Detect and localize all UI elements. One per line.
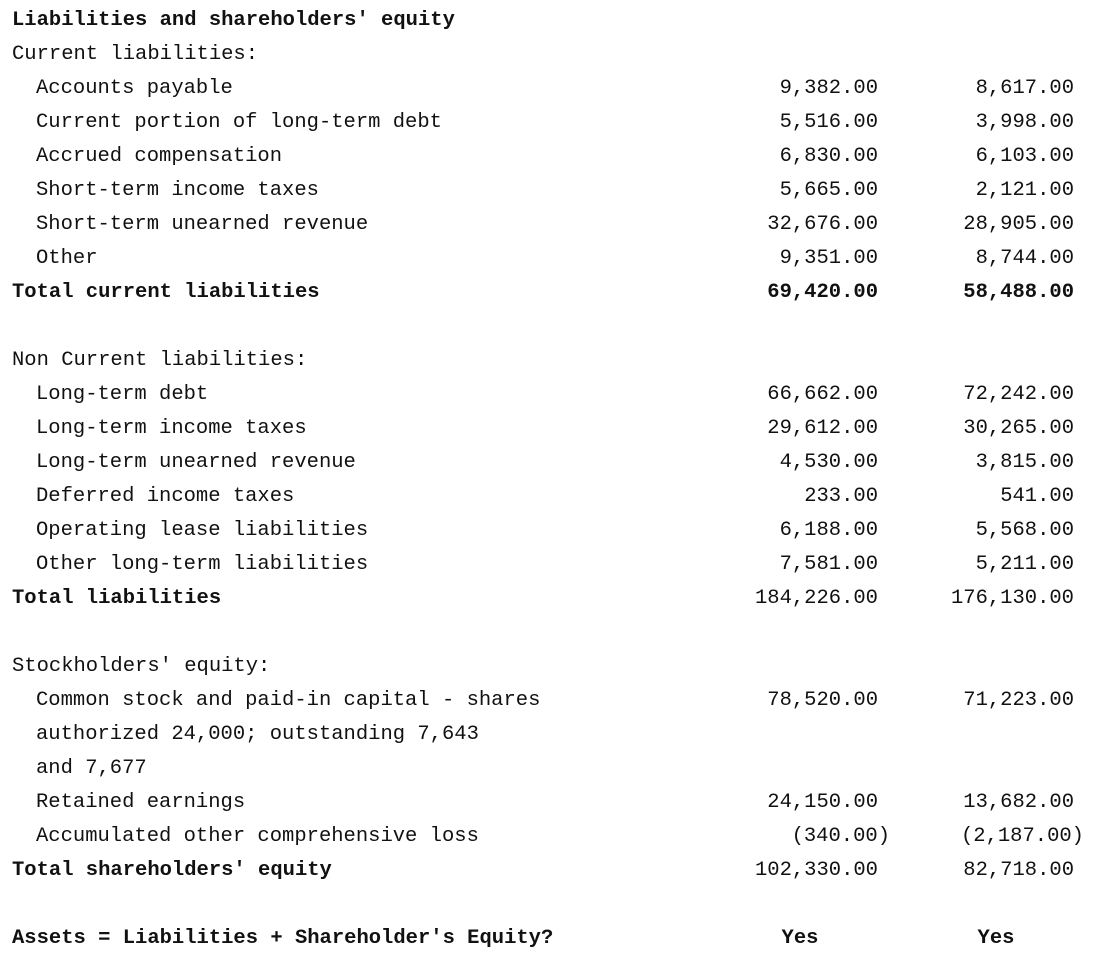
line-item-row: [12, 174, 1102, 208]
value-prior-year: 6,103.00: [975, 145, 1074, 168]
value-current-year: 29,612.00: [767, 417, 878, 440]
line-item-row: [12, 208, 1102, 242]
line-item-label: Other: [36, 247, 98, 270]
line-item-label: Long-term unearned revenue: [36, 451, 356, 474]
spacer-row: [12, 616, 1102, 650]
line-item-label: Current portion of long-term debt: [36, 111, 442, 134]
value-prior-year: 8,617.00: [975, 77, 1074, 100]
total-prior-year: 82,718.00: [963, 859, 1074, 882]
line-item-label: Long-term debt: [36, 383, 209, 406]
line-item-label: Common stock and paid-in capital - shares: [36, 689, 541, 712]
value-prior-year: 72,242.00: [963, 383, 1074, 406]
value-prior-year: 3,815.00: [975, 451, 1074, 474]
line-item-label-continued: authorized 24,000; outstanding 7,643: [36, 723, 479, 746]
line-item-label: Retained earnings: [36, 791, 246, 814]
line-item-label: Short-term income taxes: [36, 179, 319, 202]
total-current-year: 102,330.00: [754, 859, 878, 882]
equity-heading-row: [12, 650, 1102, 684]
balance-sheet-liabilities-equity: [12, 4, 1102, 956]
section-header-row: [12, 4, 1102, 38]
noncurrent-liabilities-heading: Non Current liabilities:: [12, 349, 308, 372]
value-prior-year: 2,121.00: [975, 179, 1074, 202]
balance-check-label: Assets = Liabilities + Shareholder's Equity?: [12, 927, 554, 950]
line-item-row: [12, 514, 1102, 548]
value-current-year: 78,520.00: [767, 689, 878, 712]
value-current-year: 4,530.00: [779, 451, 878, 474]
line-item-row: [12, 412, 1102, 446]
line-item-label: Operating lease liabilities: [36, 519, 369, 542]
value-current-year: 6,188.00: [779, 519, 878, 542]
spacer-row: [12, 888, 1102, 922]
line-item-row: [12, 242, 1102, 276]
section-header: Liabilities and shareholders' equity: [12, 9, 455, 32]
balance-check-row: [12, 922, 1102, 956]
line-item-row: [12, 786, 1102, 820]
spacer-row: [12, 310, 1102, 344]
common-stock-continuation-row: [12, 752, 1102, 786]
value-prior-year: (2,187.00): [960, 825, 1084, 848]
line-item-row: [12, 140, 1102, 174]
current-liabilities-heading-row: [12, 38, 1102, 72]
line-item-row: [12, 480, 1102, 514]
value-prior-year: 5,211.00: [975, 553, 1074, 576]
line-item-label: Accumulated other comprehensive loss: [36, 825, 479, 848]
total-current-year: 184,226.00: [754, 587, 878, 610]
line-item-label: Long-term income taxes: [36, 417, 307, 440]
value-current-year: 66,662.00: [767, 383, 878, 406]
line-item-label: Other long-term liabilities: [36, 553, 369, 576]
value-prior-year: 5,568.00: [975, 519, 1074, 542]
value-prior-year: 13,682.00: [963, 791, 1074, 814]
value-prior-year: 541.00: [1000, 485, 1074, 508]
noncurrent-liabilities-heading-row: [12, 344, 1102, 378]
value-prior-year: 71,223.00: [963, 689, 1074, 712]
value-current-year: 24,150.00: [767, 791, 878, 814]
line-item-row: [12, 548, 1102, 582]
line-item-label: Deferred income taxes: [36, 485, 295, 508]
common-stock-continuation-row: [12, 718, 1102, 752]
total-label: Total current liabilities: [12, 281, 320, 304]
value-prior-year: 3,998.00: [975, 111, 1074, 134]
line-item-row: [12, 820, 1102, 854]
line-item-row: [12, 446, 1102, 480]
common-stock-row: [12, 684, 1102, 718]
line-item-row: [12, 106, 1102, 140]
value-current-year: 9,382.00: [779, 77, 878, 100]
value-current-year: 233.00: [804, 485, 878, 508]
value-prior-year: 28,905.00: [963, 213, 1074, 236]
total-liabilities-row: [12, 582, 1102, 616]
total-equity-row: [12, 854, 1102, 888]
value-current-year: 6,830.00: [779, 145, 878, 168]
line-item-row: [12, 378, 1102, 412]
total-current-liabilities-row: [12, 276, 1102, 310]
line-item-label: Short-term unearned revenue: [36, 213, 369, 236]
line-item-label: Accounts payable: [36, 77, 233, 100]
total-label: Total liabilities: [12, 587, 222, 610]
value-prior-year: 30,265.00: [963, 417, 1074, 440]
value-current-year: 5,665.00: [779, 179, 878, 202]
value-current-year: 5,516.00: [779, 111, 878, 134]
value-current-year: (340.00): [791, 825, 890, 848]
total-current-year: 69,420.00: [767, 281, 878, 304]
value-current-year: 9,351.00: [779, 247, 878, 270]
total-prior-year: 176,130.00: [950, 587, 1074, 610]
line-item-row: [12, 72, 1102, 106]
value-current-year: 7,581.00: [779, 553, 878, 576]
current-liabilities-heading: Current liabilities:: [12, 43, 259, 66]
value-current-year: 32,676.00: [767, 213, 878, 236]
total-label: Total shareholders' equity: [12, 859, 332, 882]
value-prior-year: 8,744.00: [975, 247, 1074, 270]
line-item-label: Accrued compensation: [36, 145, 283, 168]
balance-check-prior-year: Yes: [977, 927, 1015, 950]
equity-heading: Stockholders' equity:: [12, 655, 271, 678]
total-prior-year: 58,488.00: [963, 281, 1074, 304]
line-item-label-continued: and 7,677: [36, 757, 147, 780]
balance-check-current-year: Yes: [781, 927, 819, 950]
